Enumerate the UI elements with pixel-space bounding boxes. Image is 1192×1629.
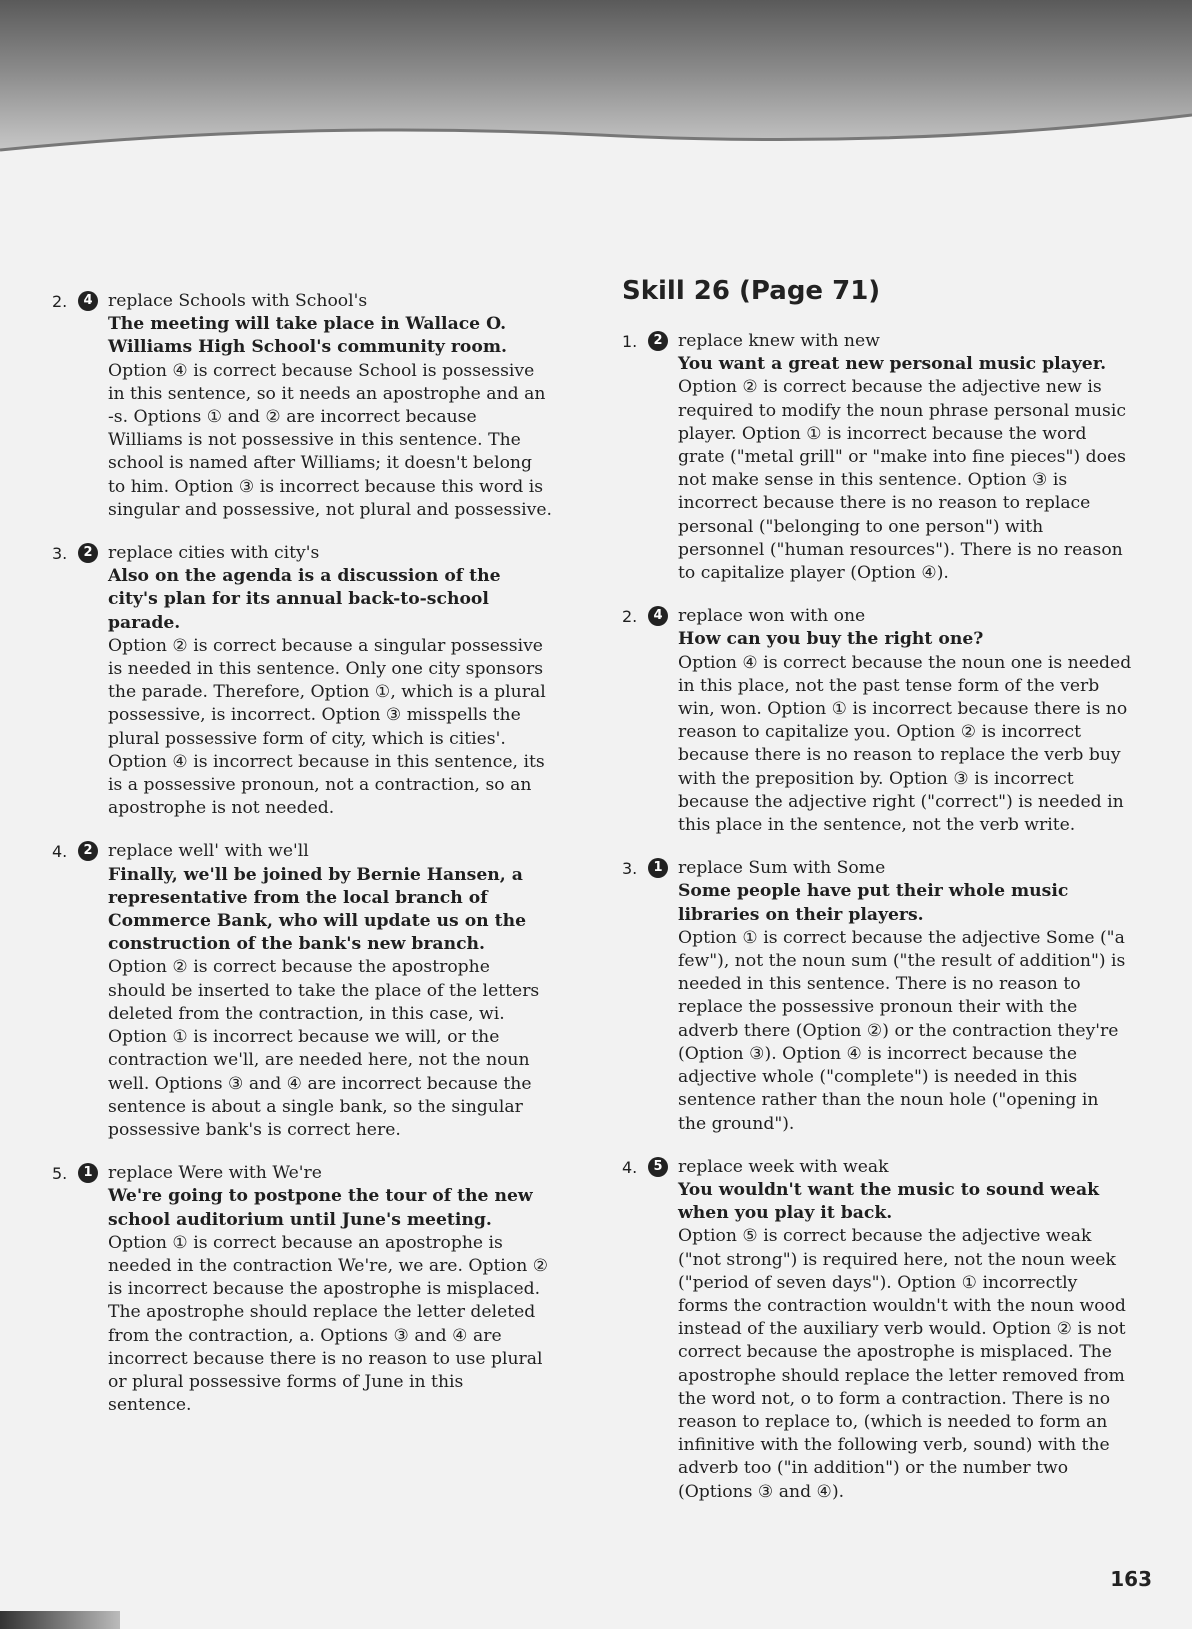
answer-item: [622, 330, 1132, 585]
decorative-header-banner: [0, 0, 1192, 175]
corrected-sentence: The meeting will take place in Wallace O. Williams High School's community room.: [108, 314, 508, 358]
answer-item: [52, 1162, 552, 1417]
left-column: [52, 290, 552, 1437]
answer-badge: 4: [78, 291, 98, 311]
answer-badge: 4: [648, 606, 668, 626]
replace-instruction: replace won with one: [678, 606, 866, 627]
replace-instruction: replace week with weak: [678, 1156, 889, 1177]
item-number: 1.: [622, 332, 638, 351]
answer-item: [52, 840, 552, 1142]
answer-item: [52, 542, 552, 820]
answer-badge: 1: [648, 858, 668, 878]
answer-item: [622, 857, 1132, 1135]
answer-badge: 2: [78, 543, 98, 563]
answer-item: [52, 290, 552, 522]
answer-item: [622, 605, 1132, 837]
explanation: Option ④ is correct because the noun one is needed in this place, not the past tense form of the verb win, won. Option ① is incorrect because there is no reason to capitalize you. Option ② is incorrect because there is no reason to replace the verb buy with the preposition by. Option ③ is incorrect because the adjective right ("correct") is needed in this place in the sentence, not the verb write.: [678, 652, 1132, 836]
corrected-sentence: You want a great new personal music player.: [678, 354, 1107, 375]
corrected-sentence: We're going to postpone the tour of the new school auditorium until June's meeting.: [108, 1186, 533, 1230]
explanation: Option ① is correct because the adjective Some ("a few"), not the noun sum ("the result of addition") is needed in this sentence. There is no reason to replace the possessive pronoun their with the adverb there (Option ②) or the contraction they're (Option ③). Option ④ is incorrect because the adjective whole ("complete") is needed in this sentence rather than the noun hole ("opening in the ground").: [678, 927, 1126, 1134]
answer-badge: 2: [648, 331, 668, 351]
explanation: Option ⑤ is correct because the adjective weak ("not strong") is required here, not the noun week ("period of seven days"). Option ① incorrectly forms the contraction wouldn't with the noun wood instead of the auxiliary verb would. Option ② is not correct because the apostrophe is misplaced. The apostrophe should replace the letter removed from the word not, o to form a contraction. There is no reason to replace to, (which is needed to form an infinitive with the following verb, sound) with the adverb too ("in addition") or the number two (Options ③ and ④).: [678, 1226, 1126, 1502]
item-number: 2.: [622, 607, 638, 627]
explanation: Option ② is correct because a singular possessive is needed in this sentence. Only one city sponsors the parade. Therefore, Option ①, which is a plural possessive, is incorrect. Option ③ misspells the plural possessive form of city, which is cities'. Option ④ is incorrect because in this sentence, its is a possessive pronoun, not a contraction, so an apostrophe is not needed.: [108, 635, 546, 819]
replace-instruction: replace Sum with Some: [678, 858, 886, 879]
replace-instruction: replace cities with city's: [108, 543, 320, 564]
replace-instruction: replace knew with new: [678, 331, 880, 351]
answer-badge: 2: [78, 841, 98, 861]
answer-item: [622, 1156, 1132, 1504]
item-number: 4.: [52, 842, 68, 862]
explanation: Option ④ is correct because School is possessive in this sentence, so it needs an apostrophe and an -s. Options ① and ② are incorrect because Williams is not possessive in this sentence. The school is named after Williams; it doesn't belong to him. Option ③ is incorrect because this word is singular and possessive, not plural and possessive.: [108, 360, 552, 520]
explanation: Option ① is correct because an apostrophe is needed in the contraction We're, we are. Option ② is incorrect because the apostrophe is misplaced. The apostrophe should replace the letter deleted from the contraction, a. Options ③ and ④ are incorrect because there is no reason to use plural or plural possessive forms of June in this sentence.: [108, 1232, 549, 1416]
item-number: 2.: [52, 292, 68, 311]
banner-wave: [0, 0, 1192, 175]
replace-instruction: replace Were with We're: [108, 1163, 322, 1184]
corrected-sentence: You wouldn't want the music to sound weak when you play it back.: [678, 1179, 1100, 1224]
corrected-sentence: How can you buy the right one?: [678, 629, 984, 650]
answer-badge: 1: [78, 1163, 98, 1183]
skill-heading: Skill 26 (Page 71): [622, 276, 881, 306]
explanation: Option ② is correct because the adjective new is required to modify the noun phrase personal music player. Option ① is incorrect because the word grate ("metal grill" or "make into fine pieces") does not make sense in this sentence. Option ③ is incorrect because there is no reason to replace personal ("belonging to one person") with personnel ("human resources"). There is no reason to capitalize player (Option ④).: [678, 377, 1126, 584]
page-number: 163: [1110, 1567, 1152, 1591]
item-number: 3.: [622, 859, 638, 879]
replace-instruction: replace well' with we'll: [108, 841, 309, 862]
right-column: [622, 330, 1132, 1524]
item-number: 4.: [622, 1157, 638, 1177]
corrected-sentence: Finally, we'll be joined by Bernie Hansen, a representative from the local branch of Commerce Bank, who will update us on the construction of the bank's new branch.: [108, 864, 527, 955]
corrected-sentence: Also on the agenda is a discussion of the city's plan for its annual back-to-school parade.: [108, 566, 501, 633]
item-number: 3.: [52, 544, 68, 564]
corrected-sentence: Some people have put their whole music libraries on their players.: [678, 881, 1069, 925]
item-number: 5.: [52, 1164, 68, 1184]
answer-badge: 5: [648, 1157, 668, 1177]
explanation: Option ② is correct because the apostrophe should be inserted to take the place of the letters deleted from the contraction, in this case, wi. Option ① is incorrect because we will, or the contraction we'll, are needed here, not the noun well. Options ③ and ④ are incorrect because the sentence is about a single bank, so the singular possessive bank's is correct here.: [108, 957, 540, 1140]
replace-instruction: replace Schools with School's: [108, 291, 368, 311]
scan-edge: [0, 1611, 120, 1629]
